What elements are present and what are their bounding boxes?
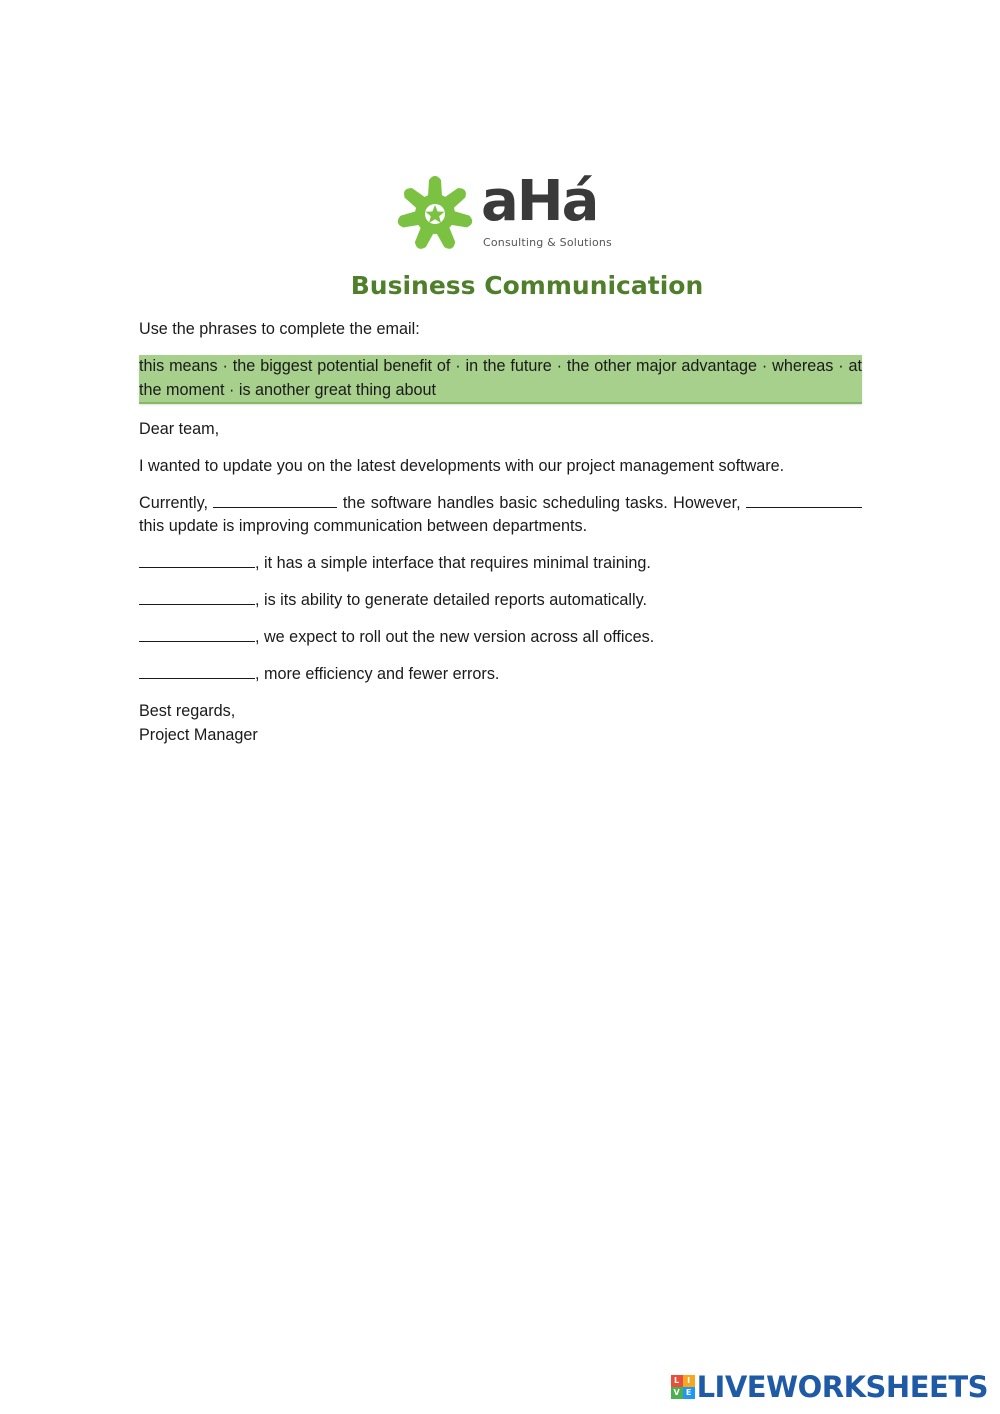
para1-start-text: Currently, xyxy=(139,493,208,512)
email-line-3 xyxy=(139,589,862,613)
instruction-text: Use the phrases to complete the email: xyxy=(139,320,420,338)
line2-text: , it has a simple interface that requires minimal training. xyxy=(255,554,651,572)
phrase-bank: this means · the biggest potential benefit of · in the future · the other major advantage · whereas · at the moment · is another great thing about xyxy=(139,355,862,404)
email-closing xyxy=(139,700,862,747)
answer-blank-1[interactable] xyxy=(213,493,337,508)
icon-letter-i: I xyxy=(683,1375,695,1387)
icon-letter-l: L xyxy=(671,1375,683,1387)
company-logo xyxy=(395,169,612,258)
email-line-5 xyxy=(139,663,862,687)
icon-letter-v: V xyxy=(671,1387,683,1399)
icon-letter-e: E xyxy=(683,1387,695,1399)
answer-blank-6[interactable] xyxy=(139,664,255,679)
liveworksheets-wordmark: LIVEWORKSHEETS xyxy=(696,1370,988,1404)
para1-end-text: this update is improving communication between departments. xyxy=(139,517,588,535)
line3-text: , is its ability to generate detailed reports automatically. xyxy=(255,591,647,609)
page-title: Business Communication xyxy=(350,271,704,300)
line5-text: , more efficiency and fewer errors. xyxy=(255,665,500,683)
star-logo-icon xyxy=(395,174,475,254)
logo-subtitle: Consulting & Solutions xyxy=(483,236,612,249)
worksheet-content xyxy=(139,318,862,747)
logo-wordmark: aHá xyxy=(481,169,598,234)
email-greeting: Dear team, xyxy=(139,419,220,438)
email-signature: Project Manager xyxy=(139,725,258,744)
para1-mid-text: the software handles basic scheduling tasks. However, xyxy=(342,493,741,512)
email-line-4 xyxy=(139,626,862,650)
email-intro: I wanted to update you on the latest developments with our project management software. xyxy=(139,456,785,475)
answer-blank-2[interactable] xyxy=(746,493,862,508)
email-signoff: Best regards, xyxy=(139,702,236,720)
liveworksheets-icon xyxy=(671,1375,695,1399)
answer-blank-4[interactable] xyxy=(139,590,255,605)
email-line-2 xyxy=(139,552,862,576)
liveworksheets-brand xyxy=(671,1370,988,1404)
email-paragraph-1 xyxy=(139,492,862,539)
answer-blank-5[interactable] xyxy=(139,627,255,642)
answer-blank-3[interactable] xyxy=(139,553,255,568)
line4-text: , we expect to roll out the new version across all offices. xyxy=(255,628,655,646)
